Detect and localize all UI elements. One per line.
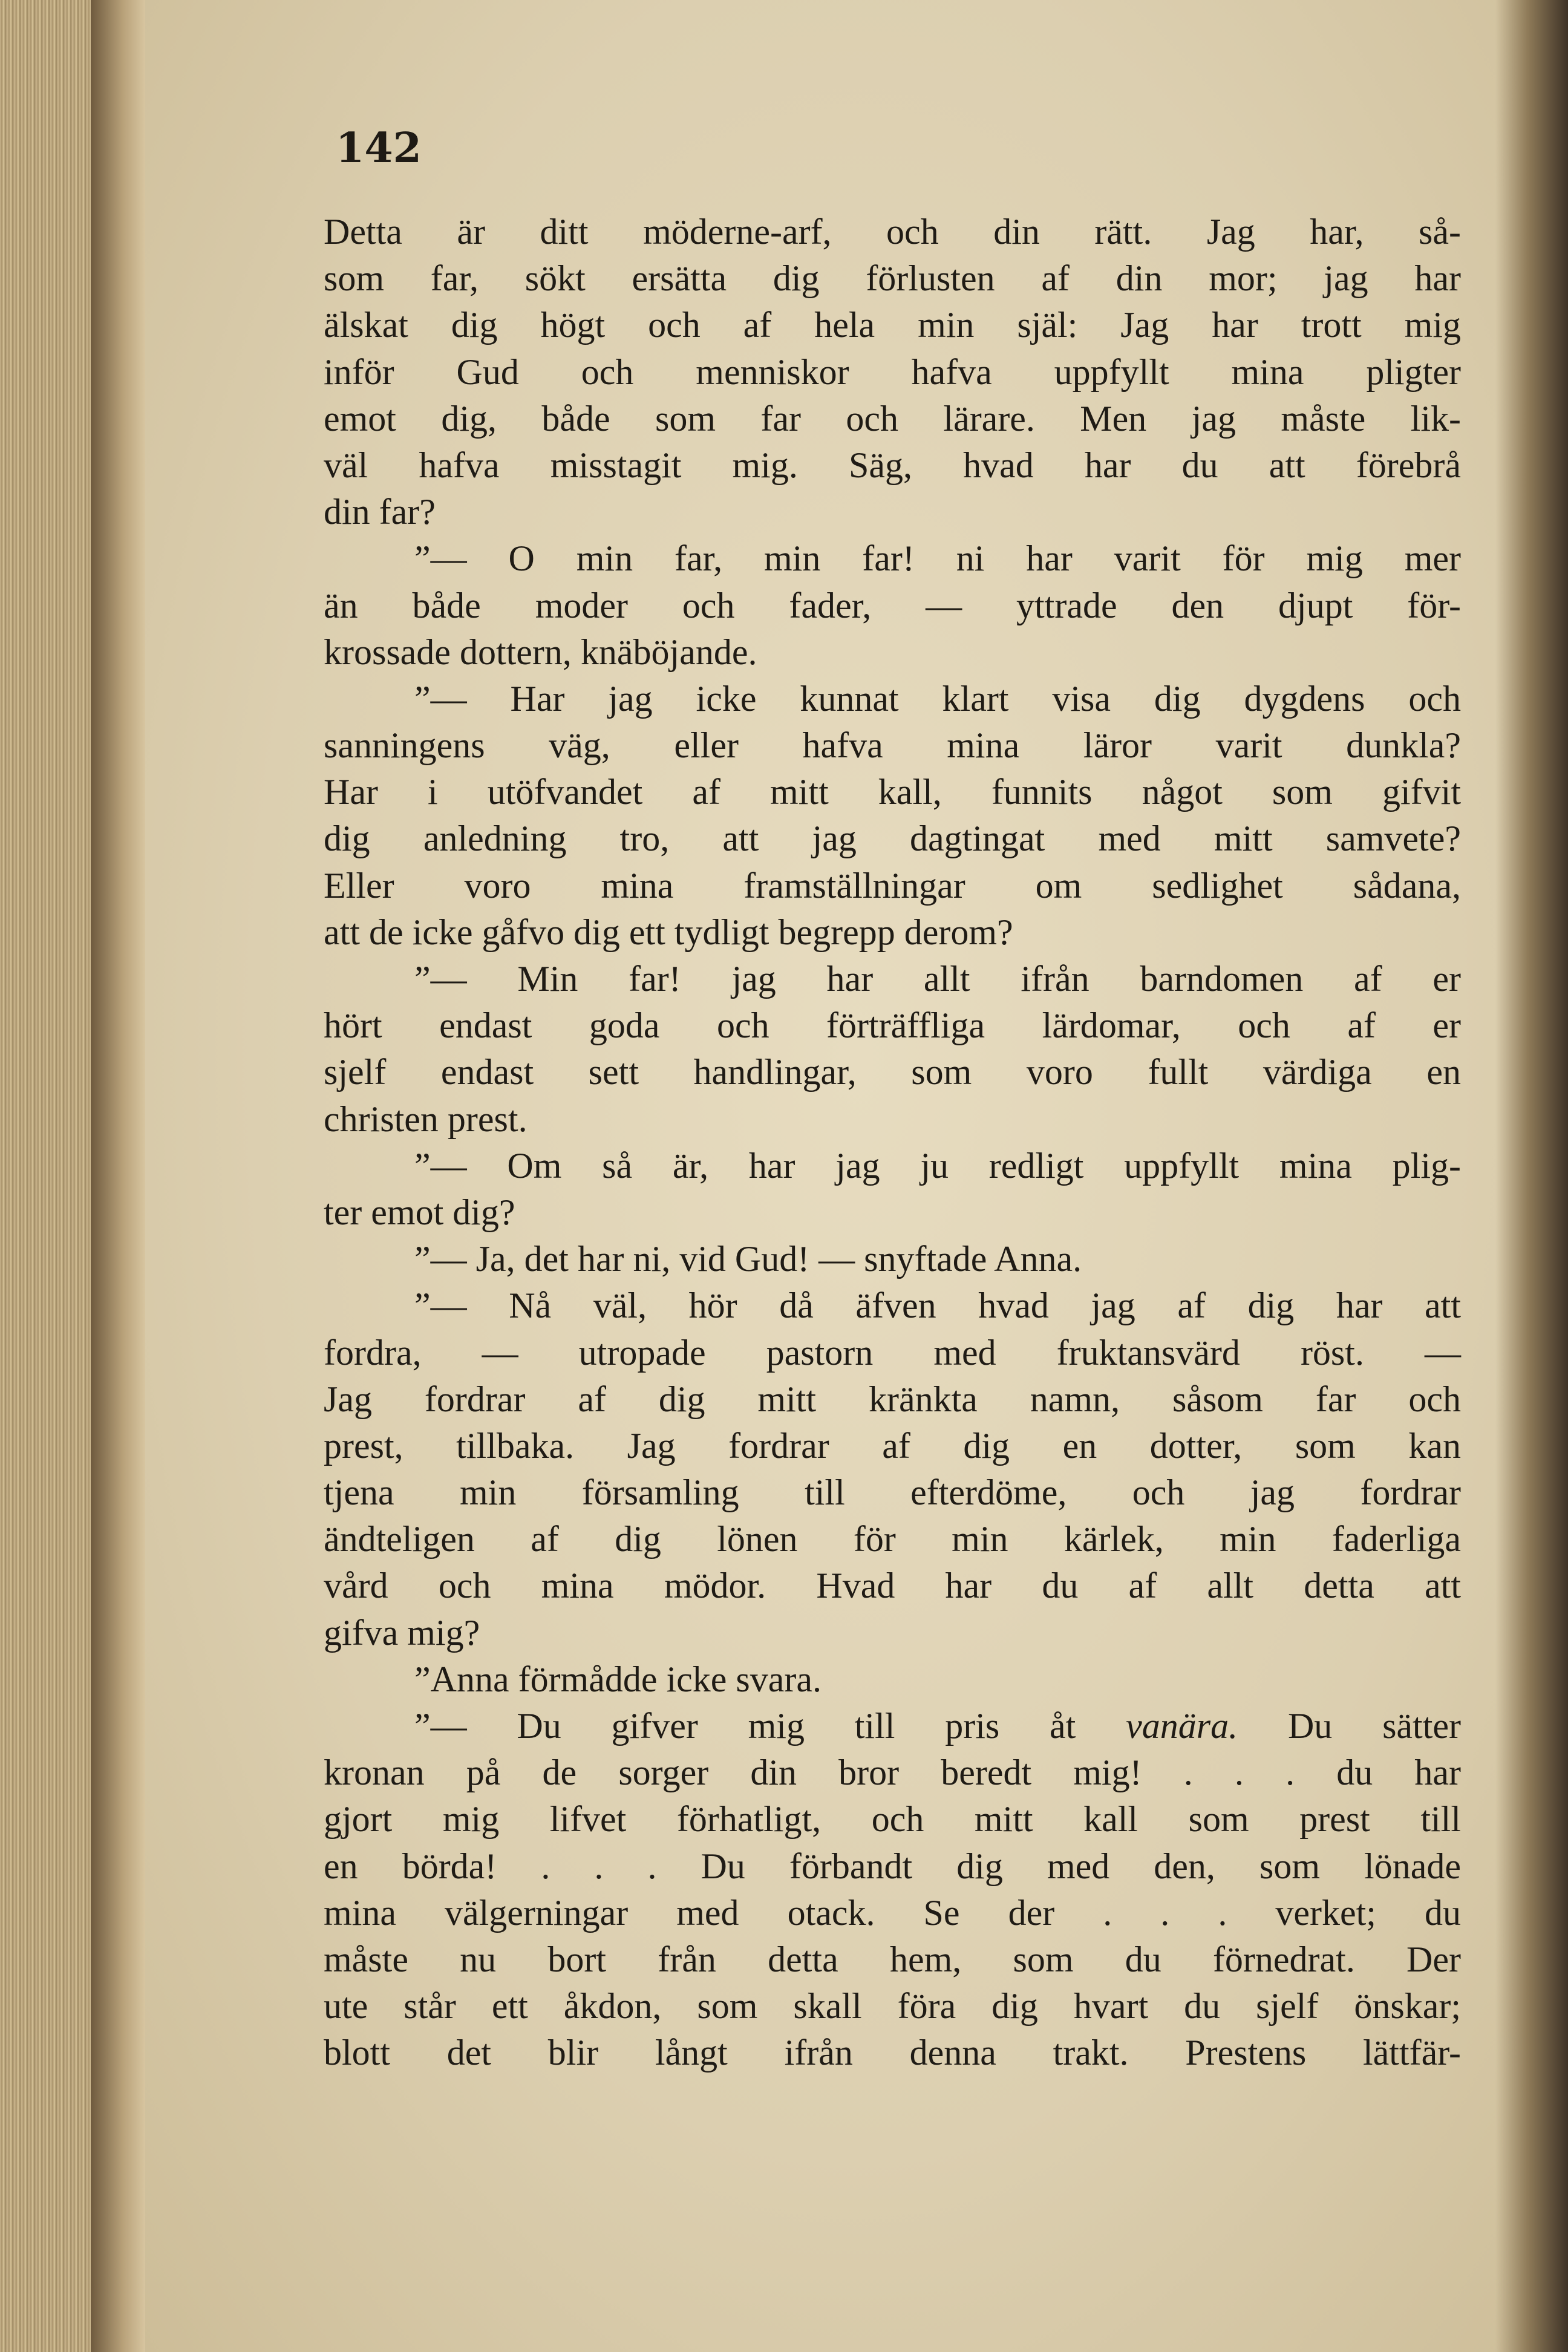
text-line-content: ”— Ja, det har ni, vid Gud! — snyftade Anna. (414, 1239, 1082, 1279)
text-line (324, 1423, 1461, 1469)
text-line-content: ”— O min far, min far! ni har varit för mig mer (414, 538, 1461, 579)
text-line (324, 1236, 1461, 1282)
text-line (324, 1563, 1461, 1609)
text-line-content: väl hafva misstagit mig. Säg, hvad har du att förebrå (324, 445, 1461, 485)
text-line (324, 255, 1461, 302)
book-fore-edge (0, 0, 91, 2352)
text-line-content: att de icke gåfvo dig ett tydligt begrepp derom? (324, 912, 1013, 952)
text-line (324, 1516, 1461, 1563)
text-line-content: emot dig, både som far och lärare. Men jag måste lik- (324, 398, 1461, 439)
text-line-continuation: Du sätter (1238, 1706, 1462, 1746)
text-line-content: ”— Har jag icke kunnat klart visa dig dygdens och (414, 678, 1461, 719)
text-line (324, 1656, 1461, 1703)
text-line-content: än både moder och fader, — yttrade den djupt för- (324, 585, 1461, 626)
text-line (324, 1703, 1461, 1749)
text-line (324, 1143, 1461, 1189)
text-line-content: Jag fordrar af dig mitt kränkta namn, såsom far och (324, 1379, 1461, 1419)
text-line-content: krossade dottern, knäböjande. (324, 632, 757, 672)
text-line-content: dig anledning tro, att jag dagtingat med mitt samvete? (324, 818, 1461, 859)
text-line-content: blott det blir långt ifrån denna trakt. Prestens lättfär- (324, 2033, 1461, 2073)
text-line (324, 863, 1461, 909)
text-line-content: sanningens väg, eller hafva mina läror varit dunkla? (324, 725, 1461, 766)
text-line-content: gjort mig lifvet förhatligt, och mitt kall som prest till (324, 1799, 1461, 1840)
text-line-content: måste nu bort från detta hem, som du förnedrat. Der (324, 1939, 1461, 1979)
text-line-content: älskat dig högt och af hela min själ: Jag har trott mig (324, 305, 1461, 345)
page-edge-shadow (91, 0, 145, 2352)
text-line (324, 583, 1461, 629)
text-line (324, 909, 1461, 956)
text-line-content: ute står ett åkdon, som skall föra dig hvart du sjelf önskar; (324, 1986, 1461, 2027)
italic-word: vanära. (1126, 1706, 1238, 1746)
text-line (324, 349, 1461, 396)
text-line (324, 1469, 1461, 1516)
text-line (324, 1983, 1461, 2030)
text-line (324, 815, 1461, 862)
text-line (324, 1936, 1461, 1983)
text-line-content: inför Gud och menniskor hafva uppfyllt mina pligter (324, 351, 1461, 392)
text-line-content: tjena min församling till efterdöme, och jag fordrar (324, 1472, 1461, 1513)
text-line (324, 629, 1461, 676)
text-line (324, 1890, 1461, 1936)
text-line-content: Har i utöfvandet af mitt kall, funnits något som gifvit (324, 772, 1461, 812)
text-line-content: fordra, — utropade pastorn med fruktansvärd röst. — (324, 1332, 1461, 1373)
text-line (324, 442, 1461, 489)
text-line (324, 1843, 1461, 1890)
text-line (324, 1610, 1461, 1656)
text-line (324, 1282, 1461, 1329)
text-line-content: ”— Min far! jag har allt ifrån barndomen af er (414, 959, 1461, 999)
text-line (324, 1796, 1461, 1843)
text-line (324, 1096, 1461, 1143)
text-line (324, 2030, 1461, 2076)
text-line-content: ”— Nå väl, hör då äfven hvad jag af dig har att (414, 1285, 1461, 1326)
text-line (324, 1049, 1461, 1096)
text-line (324, 396, 1461, 442)
text-line (324, 676, 1461, 722)
text-line (324, 1002, 1461, 1049)
text-line-content: sjelf endast sett handlingar, som voro fullt värdiga en (324, 1052, 1461, 1093)
text-line (324, 1189, 1461, 1236)
text-line-content: ”Anna förmådde icke svara. (414, 1659, 822, 1699)
text-line (324, 1330, 1461, 1376)
text-line-content: gifva mig? (324, 1612, 480, 1653)
text-line (324, 489, 1461, 535)
text-line-content: ter emot dig? (324, 1192, 515, 1232)
text-line-content: hört endast goda och förträffliga lärdomar, och af er (324, 1005, 1461, 1046)
text-line (324, 302, 1461, 348)
text-line-content: din far? (324, 492, 436, 532)
text-line-content: Eller voro mina framställningar om sedlighet sådana, (324, 865, 1461, 906)
text-line-content: ”— Du gifver mig till pris åt (414, 1706, 1126, 1746)
text-line (324, 1376, 1461, 1423)
text-line (324, 769, 1461, 815)
text-line-content: ”— Om så är, har jag ju redligt uppfyllt mina plig- (414, 1145, 1461, 1186)
text-line (324, 209, 1461, 255)
text-line-content: prest, tillbaka. Jag fordrar af dig en dotter, som kan (324, 1425, 1461, 1466)
text-line (324, 722, 1461, 769)
text-line-content: christen prest. (324, 1099, 528, 1139)
text-line (324, 535, 1461, 582)
text-line-content: en börda! . . . Du förbandt dig med den, som lönade (324, 1846, 1461, 1886)
text-line-content: vård och mina mödor. Hvad har du af allt detta att (324, 1566, 1461, 1606)
text-line-content: ändteligen af dig lönen för min kärlek, min faderliga (324, 1519, 1461, 1560)
text-line (324, 1749, 1461, 1796)
book-gutter (1495, 0, 1568, 2352)
body-text (324, 209, 1461, 2077)
text-line-content: mina välgerningar med otack. Se der . . . verket; du (324, 1892, 1461, 1933)
page-number: 142 (336, 124, 422, 172)
text-line (324, 956, 1461, 1002)
text-line-content: kronan på de sorger din bror beredt mig! . . . du har (324, 1753, 1461, 1793)
text-line-content: som far, sökt ersätta dig förlusten af din mor; jag har (324, 258, 1461, 299)
text-line-content: Detta är ditt möderne-arf, och din rätt. Jag har, så- (324, 212, 1461, 252)
